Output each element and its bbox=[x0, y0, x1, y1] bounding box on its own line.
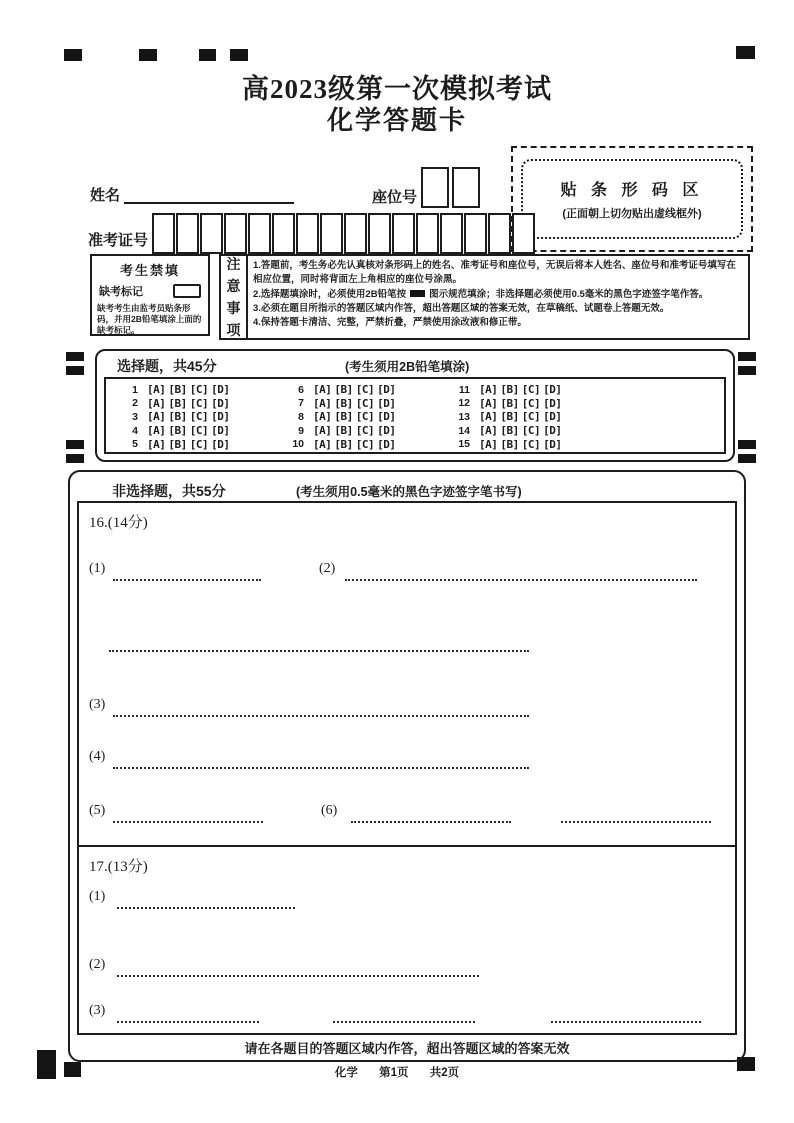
q16-part-2-answer-line-continued[interactable] bbox=[109, 636, 529, 652]
question-number: 3 bbox=[132, 410, 138, 423]
ticket-number-label: 准考证号 bbox=[88, 232, 149, 249]
ticket-digit-box[interactable] bbox=[200, 213, 223, 254]
q16-part-5-answer-line[interactable] bbox=[113, 807, 263, 823]
answer-bubble-4-D[interactable]: [D] bbox=[211, 424, 230, 438]
answer-bubble-5-A[interactable]: [A] bbox=[147, 437, 166, 451]
q16-part-2-label: (2) bbox=[319, 561, 336, 576]
answer-bubble-1-D[interactable]: [D] bbox=[211, 383, 230, 397]
forbidden-box-note: 缺考考生由监考员贴条形码，并用2B铅笔填涂上面的缺考标记。 bbox=[97, 303, 202, 336]
answer-bubble-11-A[interactable]: [A] bbox=[479, 383, 498, 397]
answer-bubble-9-D[interactable]: [D] bbox=[377, 424, 396, 438]
choice-row bbox=[450, 437, 565, 451]
registration-mark bbox=[199, 49, 216, 61]
notice-item-2 bbox=[253, 288, 742, 302]
question-number: 5 bbox=[132, 438, 138, 451]
question-number: 4 bbox=[132, 424, 138, 437]
answer-bubble-13-C[interactable]: [C] bbox=[521, 410, 541, 424]
answer-bubble-6-D[interactable]: [D] bbox=[377, 383, 396, 397]
ticket-digit-box[interactable] bbox=[416, 213, 439, 254]
barcode-area-title: 贴 条 形 码 区 bbox=[560, 182, 704, 199]
answer-bubble-11-C[interactable]: [C] bbox=[521, 383, 541, 397]
answer-bubble-1-C[interactable]: [C] bbox=[189, 383, 209, 397]
answer-bubble-8-D[interactable]: [D] bbox=[377, 410, 396, 424]
answer-bubble-13-D[interactable]: [D] bbox=[543, 410, 562, 424]
question-number: 11 bbox=[458, 383, 470, 396]
ticket-digit-box[interactable] bbox=[248, 213, 271, 254]
answer-bubble-4-C[interactable]: [C] bbox=[189, 424, 209, 438]
page-title bbox=[0, 74, 794, 136]
notice-char: 意 bbox=[226, 278, 241, 294]
answer-bubble-9-A[interactable]: [A] bbox=[313, 424, 332, 438]
choice-row bbox=[284, 397, 399, 411]
page-footer bbox=[0, 1064, 794, 1080]
q16-part-3-label: (3) bbox=[89, 697, 106, 712]
choice-row bbox=[284, 410, 399, 424]
choice-row bbox=[450, 383, 565, 397]
q16-part-6-label: (6) bbox=[321, 803, 338, 818]
barcode-inner-frame bbox=[521, 159, 743, 239]
answer-bubble-2-C[interactable]: [C] bbox=[189, 396, 209, 410]
answer-bubble-9-B[interactable]: [B] bbox=[334, 424, 353, 438]
choice-row bbox=[284, 437, 399, 451]
notice-item-2-pre: 2.选择题填涂时，必须使用2B铅笔按 bbox=[253, 288, 407, 300]
ticket-digit-box[interactable] bbox=[344, 213, 367, 254]
forbidden-box-title: 考生禁填 bbox=[119, 263, 180, 278]
fill-example-icon bbox=[410, 290, 425, 297]
choice-row bbox=[284, 383, 399, 397]
choice-column bbox=[284, 383, 399, 451]
question-number: 1 bbox=[132, 383, 138, 396]
answer-bubble-6-B[interactable]: [B] bbox=[334, 383, 353, 397]
answer-bubble-10-A[interactable]: [A] bbox=[313, 437, 332, 451]
choice-column bbox=[118, 383, 233, 451]
notice-char: 项 bbox=[226, 322, 241, 338]
question-number: 6 bbox=[298, 383, 304, 396]
timing-mark bbox=[738, 366, 756, 375]
question-number: 15 bbox=[458, 438, 470, 451]
answer-bubble-10-C[interactable]: [C] bbox=[355, 437, 375, 451]
answer-region-warning: 请在各题目的答题区域内作答，超出答题区域的答案无效 bbox=[244, 1041, 570, 1056]
q16-part-4-answer-line[interactable] bbox=[113, 753, 529, 769]
name-input-line[interactable] bbox=[124, 182, 294, 204]
answer-bubble-3-B[interactable]: [B] bbox=[168, 410, 187, 424]
choice-row bbox=[284, 424, 399, 438]
q16-part-4-label: (4) bbox=[89, 749, 106, 764]
ticket-digit-box[interactable] bbox=[440, 213, 463, 254]
answer-bubble-10-D[interactable]: [D] bbox=[377, 437, 396, 451]
registration-mark bbox=[230, 49, 248, 61]
answer-bubble-5-D[interactable]: [D] bbox=[211, 437, 230, 451]
subjective-section-subtitle: (考生须用0.5毫米的黑色字迹签字笔书写) bbox=[296, 485, 522, 499]
question-16-label: 16.(14分) bbox=[89, 515, 148, 531]
notice-items bbox=[248, 256, 748, 338]
choice-row bbox=[118, 383, 233, 397]
exam-title: 高2023级第一次模拟考试 bbox=[242, 74, 552, 104]
choice-column bbox=[450, 383, 565, 451]
answer-bubble-8-B[interactable]: [B] bbox=[334, 410, 353, 424]
sheet-title: 化学答题卡 bbox=[326, 106, 467, 135]
choice-bubble-grid bbox=[104, 377, 726, 454]
ticket-digit-box[interactable] bbox=[272, 213, 295, 254]
timing-mark bbox=[738, 352, 756, 361]
choice-row bbox=[118, 437, 233, 451]
name-label: 姓名 bbox=[90, 187, 121, 204]
answer-bubble-5-B[interactable]: [B] bbox=[168, 437, 187, 451]
notice-item-4: 4.保持答题卡清洁、完整，严禁折叠，严禁使用涂改液和修正带。 bbox=[253, 317, 527, 328]
answer-bubble-15-A[interactable]: [A] bbox=[479, 437, 498, 451]
answer-bubble-14-A[interactable]: [A] bbox=[479, 424, 498, 438]
answer-bubble-2-D[interactable]: [D] bbox=[211, 396, 230, 410]
q16-part-2-answer-line[interactable] bbox=[345, 565, 697, 581]
seat-digit-box[interactable] bbox=[421, 167, 449, 208]
answer-bubble-3-A[interactable]: [A] bbox=[147, 410, 166, 424]
q17-part-2-answer-line[interactable] bbox=[117, 961, 479, 977]
answer-bubble-8-A[interactable]: [A] bbox=[313, 410, 332, 424]
answer-bubble-4-A[interactable]: [A] bbox=[147, 424, 166, 438]
seat-digit-box[interactable] bbox=[452, 167, 480, 208]
choice-row bbox=[450, 424, 565, 438]
question-number: 12 bbox=[458, 397, 470, 410]
answer-bubble-11-B[interactable]: [B] bbox=[500, 383, 519, 397]
timing-mark bbox=[66, 440, 84, 449]
registration-mark bbox=[736, 46, 755, 59]
answer-bubble-10-B[interactable]: [B] bbox=[334, 437, 353, 451]
choice-row bbox=[450, 410, 565, 424]
choice-section-title: 选择题，共45分 bbox=[117, 358, 217, 374]
choice-row bbox=[118, 397, 233, 411]
absent-mark-label: 缺考标记 bbox=[99, 286, 143, 298]
answer-bubble-14-B[interactable]: [B] bbox=[500, 424, 519, 438]
question-17-label: 17.(13分) bbox=[89, 859, 148, 875]
timing-mark bbox=[66, 352, 84, 361]
footer-subject: 化学 bbox=[334, 1067, 358, 1079]
timing-mark bbox=[66, 366, 84, 375]
answer-bubble-6-C[interactable]: [C] bbox=[355, 383, 375, 397]
answer-bubble-12-B[interactable]: [B] bbox=[500, 396, 519, 410]
ticket-digit-box[interactable] bbox=[320, 213, 343, 254]
q16-part-6-answer-line-2[interactable] bbox=[561, 807, 711, 823]
answer-bubble-5-C[interactable]: [C] bbox=[189, 437, 209, 451]
notice-vertical-title bbox=[221, 256, 248, 338]
answer-bubble-4-B[interactable]: [B] bbox=[168, 424, 187, 438]
q17-part-1-answer-line[interactable] bbox=[117, 893, 295, 909]
footer-page-total: 共2页 bbox=[429, 1067, 460, 1079]
q17-part-3-label: (3) bbox=[89, 1003, 106, 1018]
answer-bubble-12-C[interactable]: [C] bbox=[521, 396, 541, 410]
ticket-digit-box[interactable] bbox=[512, 213, 535, 254]
ticket-digit-box[interactable] bbox=[296, 213, 319, 254]
q16-part-5-label: (5) bbox=[89, 803, 106, 818]
q16-part-1-answer-line[interactable] bbox=[113, 565, 261, 581]
ticket-digit-box[interactable] bbox=[224, 213, 247, 254]
q17-part-2-label: (2) bbox=[89, 957, 106, 972]
barcode-paste-area bbox=[511, 146, 753, 252]
ticket-digit-box[interactable] bbox=[176, 213, 199, 254]
notice-item-3: 3.必须在题目所指示的答题区域内作答，超出答题区域的答案无效，在草稿纸、试题卷上答题无效。 bbox=[253, 302, 670, 314]
answer-bubble-12-A[interactable]: [A] bbox=[479, 396, 498, 410]
question-number: 14 bbox=[458, 424, 470, 437]
answer-bubble-7-D[interactable]: [D] bbox=[377, 396, 396, 410]
q16-part-6-answer-line[interactable] bbox=[351, 807, 511, 823]
q16-part-1-label: (1) bbox=[89, 561, 106, 576]
question-17-area bbox=[79, 847, 735, 1035]
answer-bubble-15-D[interactable]: [D] bbox=[543, 437, 562, 451]
question-number: 2 bbox=[132, 397, 138, 410]
answer-bubble-8-C[interactable]: [C] bbox=[355, 410, 375, 424]
choice-row bbox=[118, 424, 233, 438]
notice-item-2-post: 图示规范填涂；非选择题必须使用0.5毫米的黑色字迹签字笔作答。 bbox=[429, 288, 709, 300]
timing-mark bbox=[738, 454, 756, 463]
ticket-digit-box[interactable] bbox=[464, 213, 487, 254]
answer-bubble-7-C[interactable]: [C] bbox=[355, 396, 375, 410]
answer-bubble-14-C[interactable]: [C] bbox=[521, 424, 541, 438]
timing-mark bbox=[66, 454, 84, 463]
choice-section bbox=[95, 349, 735, 462]
answer-bubble-7-B[interactable]: [B] bbox=[334, 396, 353, 410]
subjective-section-title: 非选择题，共55分 bbox=[112, 483, 226, 499]
notice-item-1: 1.答题前，考生务必先认真核对条形码上的姓名、准考证号和座位号，无误后将本人姓名、座位号和准考证号填写在相应位置，同时将背面左上角相应的座位号涂黑。 bbox=[253, 260, 736, 286]
ticket-digit-box[interactable] bbox=[392, 213, 415, 254]
question-number: 8 bbox=[298, 410, 304, 423]
answer-bubble-11-D[interactable]: [D] bbox=[543, 383, 562, 397]
subjective-answer-area bbox=[77, 501, 737, 1035]
ticket-digit-box[interactable] bbox=[368, 213, 391, 254]
q17-part-1-label: (1) bbox=[89, 889, 106, 904]
q17-part-3-answer-line[interactable] bbox=[117, 1007, 259, 1023]
registration-mark bbox=[139, 49, 157, 61]
ticket-number-boxes bbox=[152, 213, 535, 254]
question-number: 7 bbox=[298, 397, 304, 410]
answer-bubble-14-D[interactable]: [D] bbox=[543, 424, 562, 438]
seat-number-boxes bbox=[421, 167, 480, 208]
seat-number-label: 座位号 bbox=[372, 189, 418, 206]
answer-bubble-9-C[interactable]: [C] bbox=[355, 424, 375, 438]
q17-part-3-answer-line-3[interactable] bbox=[551, 1007, 701, 1023]
notice-char: 注 bbox=[226, 256, 241, 272]
examinee-forbidden-box bbox=[90, 254, 210, 336]
ticket-digit-box[interactable] bbox=[488, 213, 511, 254]
answer-bubble-6-A[interactable]: [A] bbox=[313, 383, 332, 397]
timing-mark bbox=[738, 440, 756, 449]
answer-bubble-2-A[interactable]: [A] bbox=[147, 396, 166, 410]
choice-row bbox=[450, 397, 565, 411]
answer-bubble-15-B[interactable]: [B] bbox=[500, 437, 519, 451]
q17-part-3-answer-line-2[interactable] bbox=[333, 1007, 475, 1023]
question-number: 10 bbox=[292, 438, 304, 451]
question-number: 13 bbox=[458, 410, 470, 423]
answer-bubble-15-C[interactable]: [C] bbox=[521, 437, 541, 451]
subjective-section bbox=[68, 470, 746, 1062]
barcode-area-note: (正面朝上切勿贴出虚线框外) bbox=[562, 208, 702, 220]
absent-mark-bubble[interactable] bbox=[173, 284, 201, 298]
answer-bubble-2-B[interactable]: [B] bbox=[168, 396, 187, 410]
choice-row bbox=[118, 410, 233, 424]
answer-bubble-3-D[interactable]: [D] bbox=[211, 410, 230, 424]
answer-bubble-12-D[interactable]: [D] bbox=[543, 396, 562, 410]
answer-bubble-1-B[interactable]: [B] bbox=[168, 383, 187, 397]
answer-bubble-3-C[interactable]: [C] bbox=[189, 410, 209, 424]
q16-part-3-answer-line[interactable] bbox=[113, 701, 529, 717]
answer-bubble-7-A[interactable]: [A] bbox=[313, 396, 332, 410]
answer-bubble-13-A[interactable]: [A] bbox=[479, 410, 498, 424]
notice-box bbox=[219, 254, 750, 340]
choice-section-subtitle: (考生须用2B铅笔填涂) bbox=[345, 360, 470, 374]
question-16-area bbox=[79, 503, 735, 847]
question-number: 9 bbox=[298, 424, 304, 437]
ticket-digit-box[interactable] bbox=[152, 213, 175, 254]
notice-char: 事 bbox=[226, 300, 241, 316]
footer-page-number: 第1页 bbox=[379, 1067, 409, 1079]
answer-bubble-1-A[interactable]: [A] bbox=[147, 383, 166, 397]
registration-mark bbox=[64, 49, 82, 61]
answer-bubble-13-B[interactable]: [B] bbox=[500, 410, 519, 424]
